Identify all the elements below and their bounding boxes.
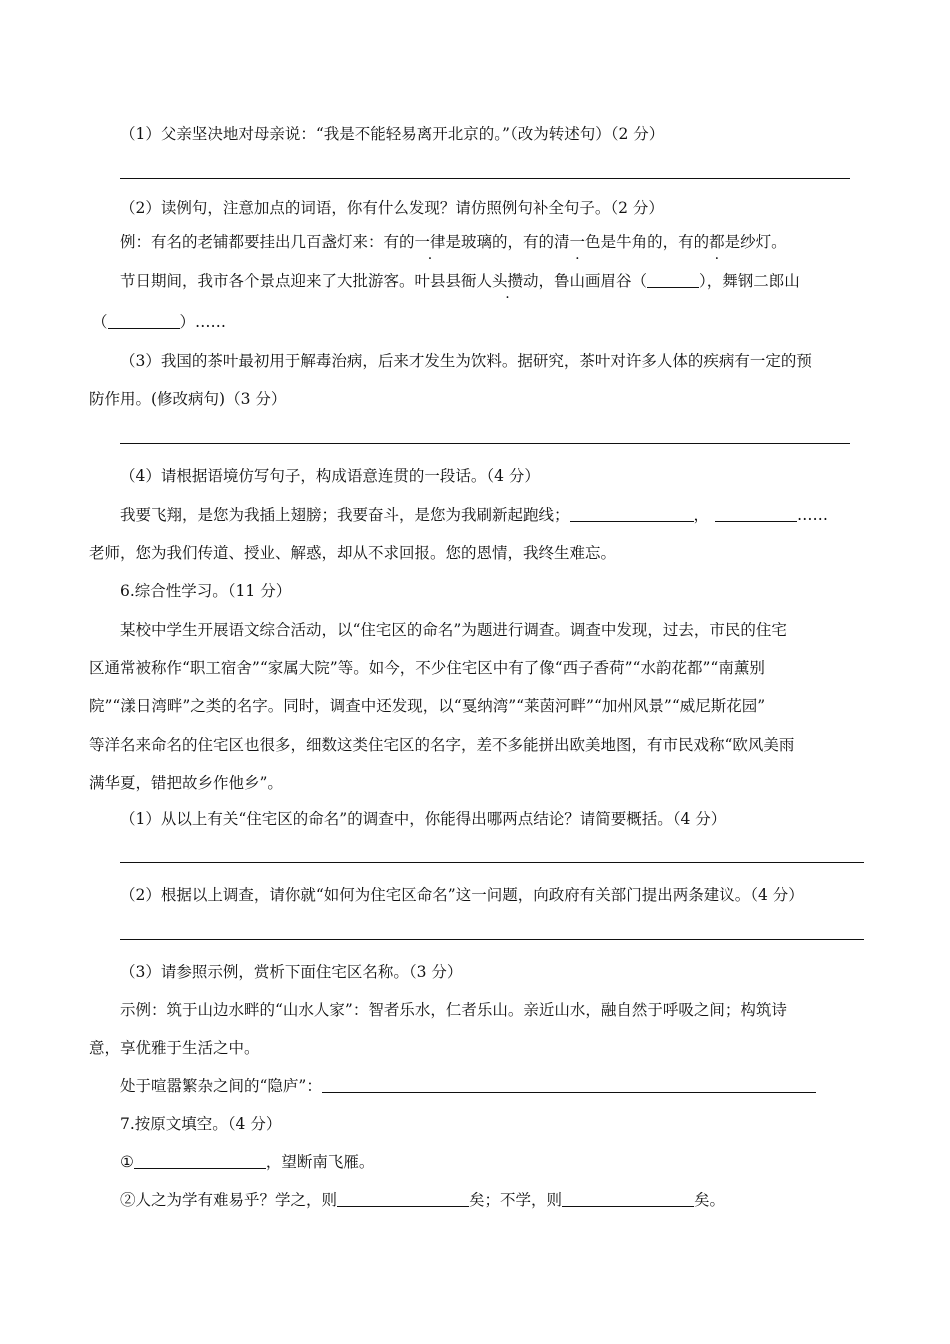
- dotted-word-3: 都: [709, 233, 725, 251]
- blank-8[interactable]: [562, 1190, 694, 1207]
- task-label: 处于喧嚣繁杂之间的“隐庐”：: [120, 1077, 322, 1095]
- q5-s2-question: （2）读例句，注意加点的词语，你有什么发现？请仿照例句补全句子。（2 分）: [120, 199, 664, 217]
- q7-heading: 7.按原文填空。（4 分）: [120, 1115, 282, 1133]
- q6-heading: 6.综合性学习。（11 分）: [120, 582, 292, 600]
- q6-s1-answer-line[interactable]: [120, 862, 864, 863]
- item1-prefix: ①: [120, 1153, 134, 1171]
- blank-7[interactable]: [337, 1190, 469, 1207]
- q5-s2-example: [120, 232, 787, 252]
- example-suffix: 是纱灯。: [724, 233, 787, 251]
- q6-s3-question: （3）请参照示例，赏析下面住宅区名称。（3 分）: [120, 963, 463, 981]
- example-mid-2: 是牛角的，有的: [600, 233, 710, 251]
- q6-s2-answer-line[interactable]: [120, 939, 864, 940]
- q6-intro-line-1: 某校中学生开展语文综合活动，以“住宅区的命名”为题进行调查。调查中发现，过去，市民的住宅: [120, 621, 787, 639]
- blank-2[interactable]: [108, 312, 180, 329]
- item1-suffix: ，望断南飞雁。: [265, 1153, 375, 1171]
- dotted-word-2: 清一色: [554, 233, 601, 251]
- q6-s3-example-line2: 意，享优雅于生活之中。: [89, 1039, 260, 1057]
- q6-intro-line-2: 区通常被称作“职工宿舍”“家属大院”等。如今，不少住宅区中有了像“西子香荷”“水韵花都”“南薰别: [89, 659, 765, 677]
- q5-s4-question: （4）请根据语境仿写句子，构成语意连贯的一段话。（4 分）: [120, 467, 540, 485]
- blank-5[interactable]: [322, 1076, 816, 1093]
- q6-intro-line-5: 满华夏，错把故乡作他乡”。: [89, 774, 283, 792]
- paren-open: （: [92, 313, 108, 331]
- example-mid-1: 是玻璃的，有的: [445, 233, 555, 251]
- q6-s1-question: （1）从以上有关“住宅区的命名”的调查中，你能得出哪两点结论？请简要概括。（4 分）: [120, 810, 727, 828]
- para-comma: ，: [693, 506, 710, 524]
- q5-s4-paragraph: [120, 505, 828, 525]
- blank-6[interactable]: [134, 1152, 266, 1169]
- q6-s2-question: （2）根据以上调查，请你就“如何为住宅区命名”这一问题，向政府有关部门提出两条建议。（4 分）: [120, 886, 804, 904]
- item2-suffix: 矣。: [694, 1191, 726, 1209]
- para-ellipsis: ……: [797, 506, 829, 524]
- q7-item-1: [120, 1152, 374, 1172]
- q5-s4-paragraph-line2: 老师，您为我们传道、授业、解惑，却从不求回报。您的恩情，我终生难忘。: [89, 544, 617, 562]
- q5-s1-answer-line[interactable]: [120, 178, 850, 179]
- item2-prefix: ②人之为学有难易乎？学之，则: [120, 1191, 338, 1209]
- blank-4[interactable]: [715, 505, 797, 522]
- prompt-dotted: 人头攒动: [476, 272, 539, 290]
- item2-mid: 矣；不学，则: [469, 1191, 563, 1209]
- example-prefix: 例：有名的老铺都要挂出几百盏灯来：有的: [120, 233, 415, 251]
- q5-s2-prompt: [120, 271, 800, 291]
- prompt-prefix: 节日期间，我市各个景点迎来了大批游客。叶县县衙: [120, 272, 477, 290]
- dotted-word-1: 一律: [414, 233, 446, 251]
- q5-s3-question-line2: 防作用。(修改病句)（3 分）: [89, 390, 287, 408]
- paren-close: ）……: [179, 313, 227, 331]
- blank-1[interactable]: [647, 271, 699, 288]
- prompt-after-blank: ），舞钢二郎山: [699, 272, 800, 290]
- prompt-mid: ，鲁山画眉谷（: [538, 272, 648, 290]
- q7-item-2: [120, 1190, 725, 1210]
- q6-intro-line-4: 等洋名来命名的住宅区也很多，细数这类住宅区的名字，差不多能拼出欧美地图，有市民戏称“欧风美雨: [89, 736, 795, 754]
- q6-s3-task: [120, 1076, 816, 1096]
- q5-s2-prompt-line2: [92, 312, 226, 332]
- q6-s3-example-line1: 示例：筑于山边水畔的“山水人家”：智者乐水，仁者乐山。亲近山水，融自然于呼吸之间；构筑诗: [120, 1001, 787, 1019]
- q5-s3-answer-line[interactable]: [120, 443, 850, 444]
- q5-s1-question: （1）父亲坚决地对母亲说：“我是不能轻易离开北京的。”（改为转述句）（2 分）: [120, 125, 665, 143]
- q6-intro-line-3: 院”“漾日湾畔”之类的名字。同时，调查中还发现，以“戛纳湾”“莱茵河畔”“加州风景”“威尼斯花园”: [89, 697, 766, 715]
- blank-3[interactable]: [570, 505, 694, 522]
- q5-s3-question-line1: （3）我国的茶叶最初用于解毒治病，后来才发生为饮料。据研究，茶叶对许多人体的疾病有一定的预: [120, 352, 812, 370]
- para-prefix: 我要飞翔，是您为我插上翅膀；我要奋斗，是您为我刷新起跑线；: [120, 506, 570, 524]
